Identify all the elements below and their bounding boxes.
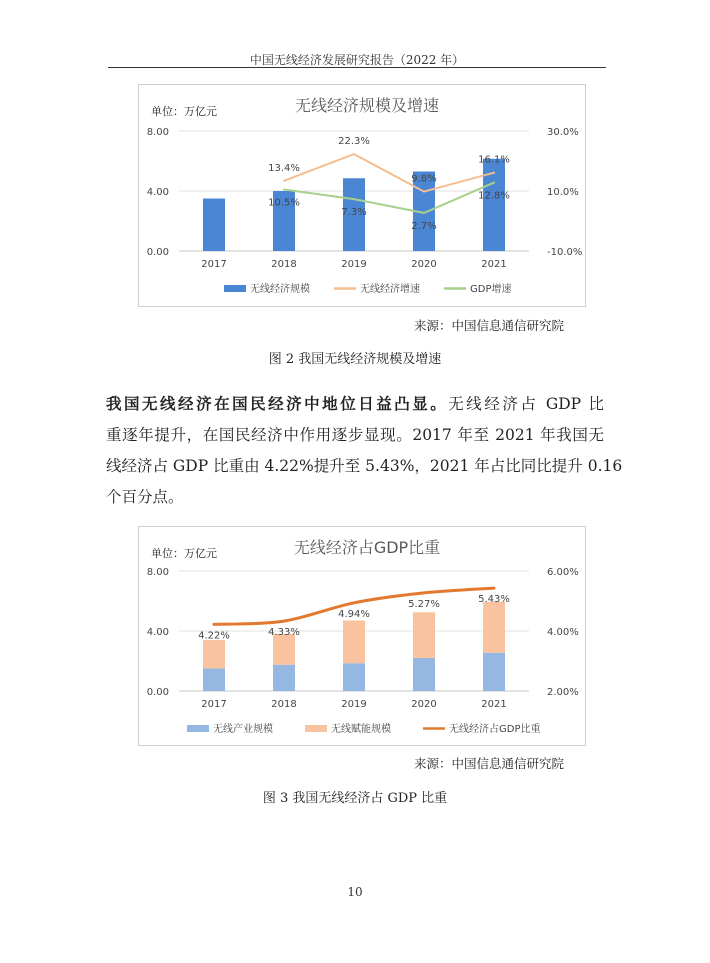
chart-title: 无线经济规模及增速 bbox=[294, 96, 440, 115]
bar-无线赋能规模 bbox=[413, 612, 435, 658]
header-rule bbox=[108, 67, 606, 68]
bar-无线经济规模 bbox=[203, 199, 225, 252]
y-right-tick-label: 30.0% bbox=[547, 127, 579, 138]
paragraph-line-2: 重逐年提升，在国民经济中作用逐步显现。2017 年至 2021 年我国无 bbox=[106, 426, 604, 444]
data-label: 7.3% bbox=[341, 207, 367, 219]
data-label: 4.33% bbox=[268, 627, 300, 639]
figure-2-caption: 图 2 我国无线经济规模及增速 bbox=[268, 352, 442, 367]
data-label: 16.1% bbox=[478, 154, 510, 166]
legend-swatch-无线赋能规模 bbox=[305, 725, 327, 732]
x-tick-label: 2017 bbox=[201, 259, 227, 270]
paragraph-line-1: 我国无线经济在国民经济中地位日益凸显。无线经济占 GDP 比 bbox=[106, 394, 604, 413]
x-tick-label: 2019 bbox=[341, 259, 367, 270]
data-label: 22.3% bbox=[338, 136, 370, 148]
legend-label: GDP增速 bbox=[470, 284, 512, 295]
y-right-tick-label: 2.00% bbox=[547, 687, 579, 698]
running-header: 中国无线经济发展研究报告（2022 年） bbox=[249, 53, 465, 67]
unit-label: 单位：万亿元 bbox=[151, 105, 217, 118]
data-label: 5.43% bbox=[478, 594, 510, 606]
x-tick-label: 2020 bbox=[411, 699, 437, 710]
data-label: 4.94% bbox=[338, 608, 370, 620]
line-GDP增速 bbox=[284, 183, 494, 213]
y-right-tick-label: 10.0% bbox=[547, 187, 579, 198]
bar-无线赋能规模 bbox=[273, 634, 295, 665]
figure-3-caption: 图 3 我国无线经济占 GDP 比重 bbox=[262, 791, 448, 806]
unit-label: 单位：万亿元 bbox=[151, 547, 217, 560]
bar-无线产业规模 bbox=[273, 665, 295, 691]
page-number: 10 bbox=[347, 885, 363, 899]
chart-wireless-economy-scale-svg bbox=[139, 85, 585, 306]
chart-wireless-economy-gdp-share bbox=[138, 526, 586, 746]
data-label: 2.7% bbox=[411, 220, 437, 232]
bar-无线赋能规模 bbox=[203, 640, 225, 669]
paragraph-line-3: 线经济占 GDP 比重由 4.22%提升至 5.43%，2021 年占比同比提升 0.16 bbox=[106, 457, 623, 475]
x-tick-label: 2018 bbox=[271, 259, 297, 270]
y-right-tick-label: 4.00% bbox=[547, 627, 579, 638]
x-tick-label: 2019 bbox=[341, 699, 367, 710]
line-无线经济增速 bbox=[284, 154, 494, 192]
chart1-source: 来源：中国信息通信研究院 bbox=[414, 318, 565, 333]
bar-无线赋能规模 bbox=[343, 621, 365, 664]
legend-swatch-无线经济规模 bbox=[224, 285, 246, 292]
x-tick-label: 2020 bbox=[411, 259, 437, 270]
body-paragraph bbox=[106, 388, 623, 513]
x-tick-label: 2021 bbox=[481, 699, 507, 710]
chart-wireless-economy-scale bbox=[138, 84, 586, 307]
chart-wireless-economy-gdp-share-svg bbox=[139, 527, 585, 745]
legend-label: 无线产业规模 bbox=[213, 724, 273, 735]
y-left-tick-label: 4.00 bbox=[146, 187, 169, 198]
data-label: 5.27% bbox=[408, 598, 440, 610]
bar-无线产业规模 bbox=[343, 663, 365, 691]
x-tick-label: 2018 bbox=[271, 699, 297, 710]
bar-无线赋能规模 bbox=[483, 602, 505, 653]
data-label: 12.8% bbox=[478, 190, 510, 202]
legend-label: 无线经济规模 bbox=[250, 284, 310, 295]
data-label: 9.8% bbox=[411, 173, 437, 185]
y-left-tick-label: 0.00 bbox=[146, 247, 169, 258]
bar-无线产业规模 bbox=[483, 653, 505, 691]
chart2-source: 来源：中国信息通信研究院 bbox=[414, 756, 565, 771]
legend-label: 无线经济增速 bbox=[360, 284, 420, 295]
legend-label: 无线赋能规模 bbox=[331, 724, 391, 735]
bar-无线产业规模 bbox=[203, 669, 225, 692]
paragraph-line-4: 个百分点。 bbox=[106, 488, 184, 506]
y-left-tick-label: 8.00 bbox=[146, 567, 169, 578]
y-right-tick-label: -10.0% bbox=[547, 247, 583, 258]
paragraph-lead: 我国无线经济在国民经济中地位日益凸显。 bbox=[106, 394, 449, 413]
y-right-tick-label: 6.00% bbox=[547, 567, 579, 578]
legend-swatch-无线产业规模 bbox=[187, 725, 209, 732]
data-label: 10.5% bbox=[268, 197, 300, 209]
data-label: 13.4% bbox=[268, 162, 300, 174]
x-tick-label: 2017 bbox=[201, 699, 227, 710]
chart-title: 无线经济占GDP比重 bbox=[293, 538, 441, 557]
bar-无线产业规模 bbox=[413, 658, 435, 691]
legend-label: 无线经济占GDP比重 bbox=[449, 724, 541, 735]
y-left-tick-label: 8.00 bbox=[146, 127, 169, 138]
y-left-tick-label: 0.00 bbox=[146, 687, 169, 698]
y-left-tick-label: 4.00 bbox=[146, 627, 169, 638]
data-label: 4.22% bbox=[198, 630, 230, 642]
x-tick-label: 2021 bbox=[481, 259, 507, 270]
